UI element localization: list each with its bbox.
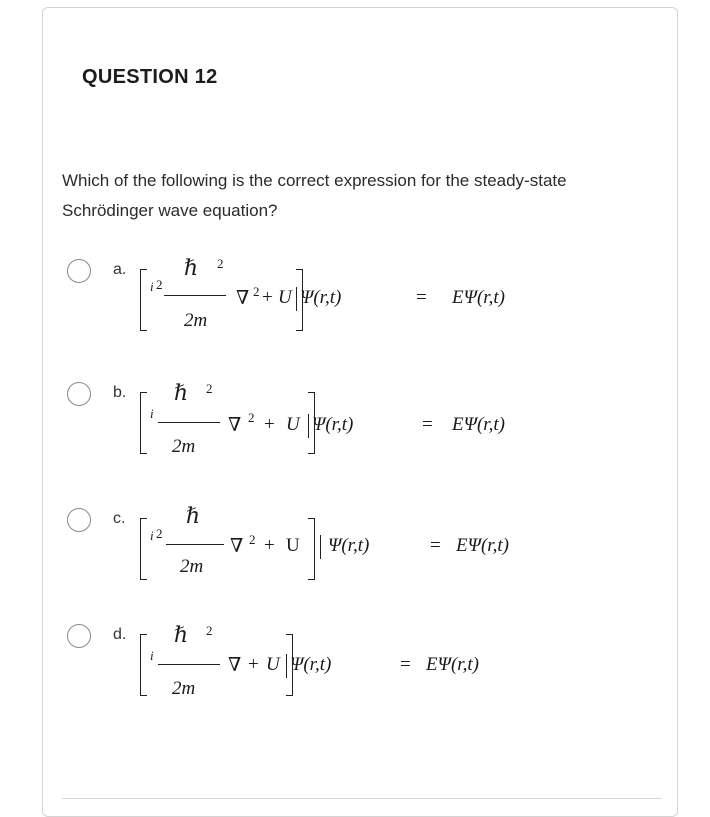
eq-nabla-power: 2 — [248, 410, 255, 425]
eq-i: i — [150, 406, 154, 421]
left-bracket — [140, 518, 147, 580]
eq-nabla: ∇ — [230, 536, 244, 557]
option-a[interactable] — [0, 255, 710, 355]
option-c[interactable] — [0, 504, 710, 604]
radio-button-b[interactable] — [67, 382, 91, 406]
eq-i: i — [150, 279, 154, 294]
eq-rhs: EΨ(r,t) — [456, 535, 509, 556]
eq-i-power: 2 — [156, 526, 163, 541]
eq-psi: Ψ(r,t) — [312, 414, 354, 435]
eq-nabla-power: 2 — [249, 532, 256, 547]
question-text: Which of the following is the correct expression for the steady-state Schrödinger wave equation? — [62, 171, 567, 220]
radio-button-d[interactable] — [67, 624, 91, 648]
equation-b — [140, 378, 590, 478]
right-bracket — [308, 518, 315, 580]
fraction-bar — [158, 422, 220, 423]
eq-denominator: 2m — [172, 436, 196, 457]
eq-equals: = — [400, 654, 411, 675]
eq-plus: + — [264, 535, 275, 556]
eq-rhs: EΨ(r,t) — [452, 287, 505, 308]
option-b-letter: b. — [113, 384, 127, 401]
eq-i: i — [150, 648, 154, 663]
eq-U: U — [286, 414, 300, 435]
eq-rhs: EΨ(r,t) — [426, 654, 479, 675]
eq-psi: Ψ(r,t) — [328, 535, 370, 556]
eq-hbar: ℏ — [184, 255, 199, 280]
fraction-bar — [164, 295, 226, 296]
option-d-letter: d. — [113, 626, 127, 643]
option-a-letter: a. — [113, 261, 127, 278]
eq-plus: + — [248, 654, 259, 675]
left-bracket — [140, 634, 147, 696]
left-bracket — [140, 392, 147, 454]
eq-nabla: ∇ — [228, 655, 242, 676]
eq-nabla: ∇ — [236, 288, 250, 309]
option-d[interactable] — [0, 620, 710, 720]
eq-rhs: EΨ(r,t) — [452, 414, 505, 435]
option-c-letter: c. — [113, 510, 126, 527]
eq-hbar: ℏ — [174, 380, 189, 405]
eq-nabla: ∇ — [228, 415, 242, 436]
eq-denominator: 2m — [180, 556, 204, 577]
eq-plus: + — [264, 414, 275, 435]
eq-U: U — [278, 287, 292, 308]
eq-denominator: 2m — [172, 678, 196, 699]
equation-c — [140, 504, 590, 604]
left-bracket — [140, 269, 147, 331]
option-b[interactable] — [0, 378, 710, 478]
eq-psi: Ψ(r,t) — [300, 287, 342, 308]
eq-hbar-power: 2 — [217, 256, 224, 271]
radio-button-c[interactable] — [67, 508, 91, 532]
eq-equals: = — [430, 535, 441, 556]
eq-equals: = — [416, 287, 427, 308]
fraction-bar — [158, 664, 220, 665]
vertical-bar — [320, 535, 321, 559]
radio-button-a[interactable] — [67, 259, 91, 283]
eq-U: U — [266, 654, 280, 675]
eq-i-power: 2 — [156, 277, 163, 292]
question-title: QUESTION 12 — [82, 66, 218, 88]
fraction-bar — [166, 544, 224, 545]
eq-plus: + — [262, 287, 273, 308]
eq-equals: = — [422, 414, 433, 435]
equation-a — [140, 255, 590, 355]
eq-hbar: ℏ — [174, 622, 189, 647]
eq-hbar-power: 2 — [206, 623, 213, 638]
eq-i: i — [150, 528, 154, 543]
equation-d — [140, 620, 590, 720]
eq-psi: Ψ(r,t) — [290, 654, 332, 675]
eq-hbar: ℏ — [186, 503, 201, 528]
eq-nabla-power: 2 — [253, 284, 260, 299]
next-card-border — [62, 798, 662, 799]
eq-U: U — [286, 535, 300, 556]
eq-hbar-power: 2 — [206, 381, 213, 396]
eq-denominator: 2m — [184, 310, 208, 331]
